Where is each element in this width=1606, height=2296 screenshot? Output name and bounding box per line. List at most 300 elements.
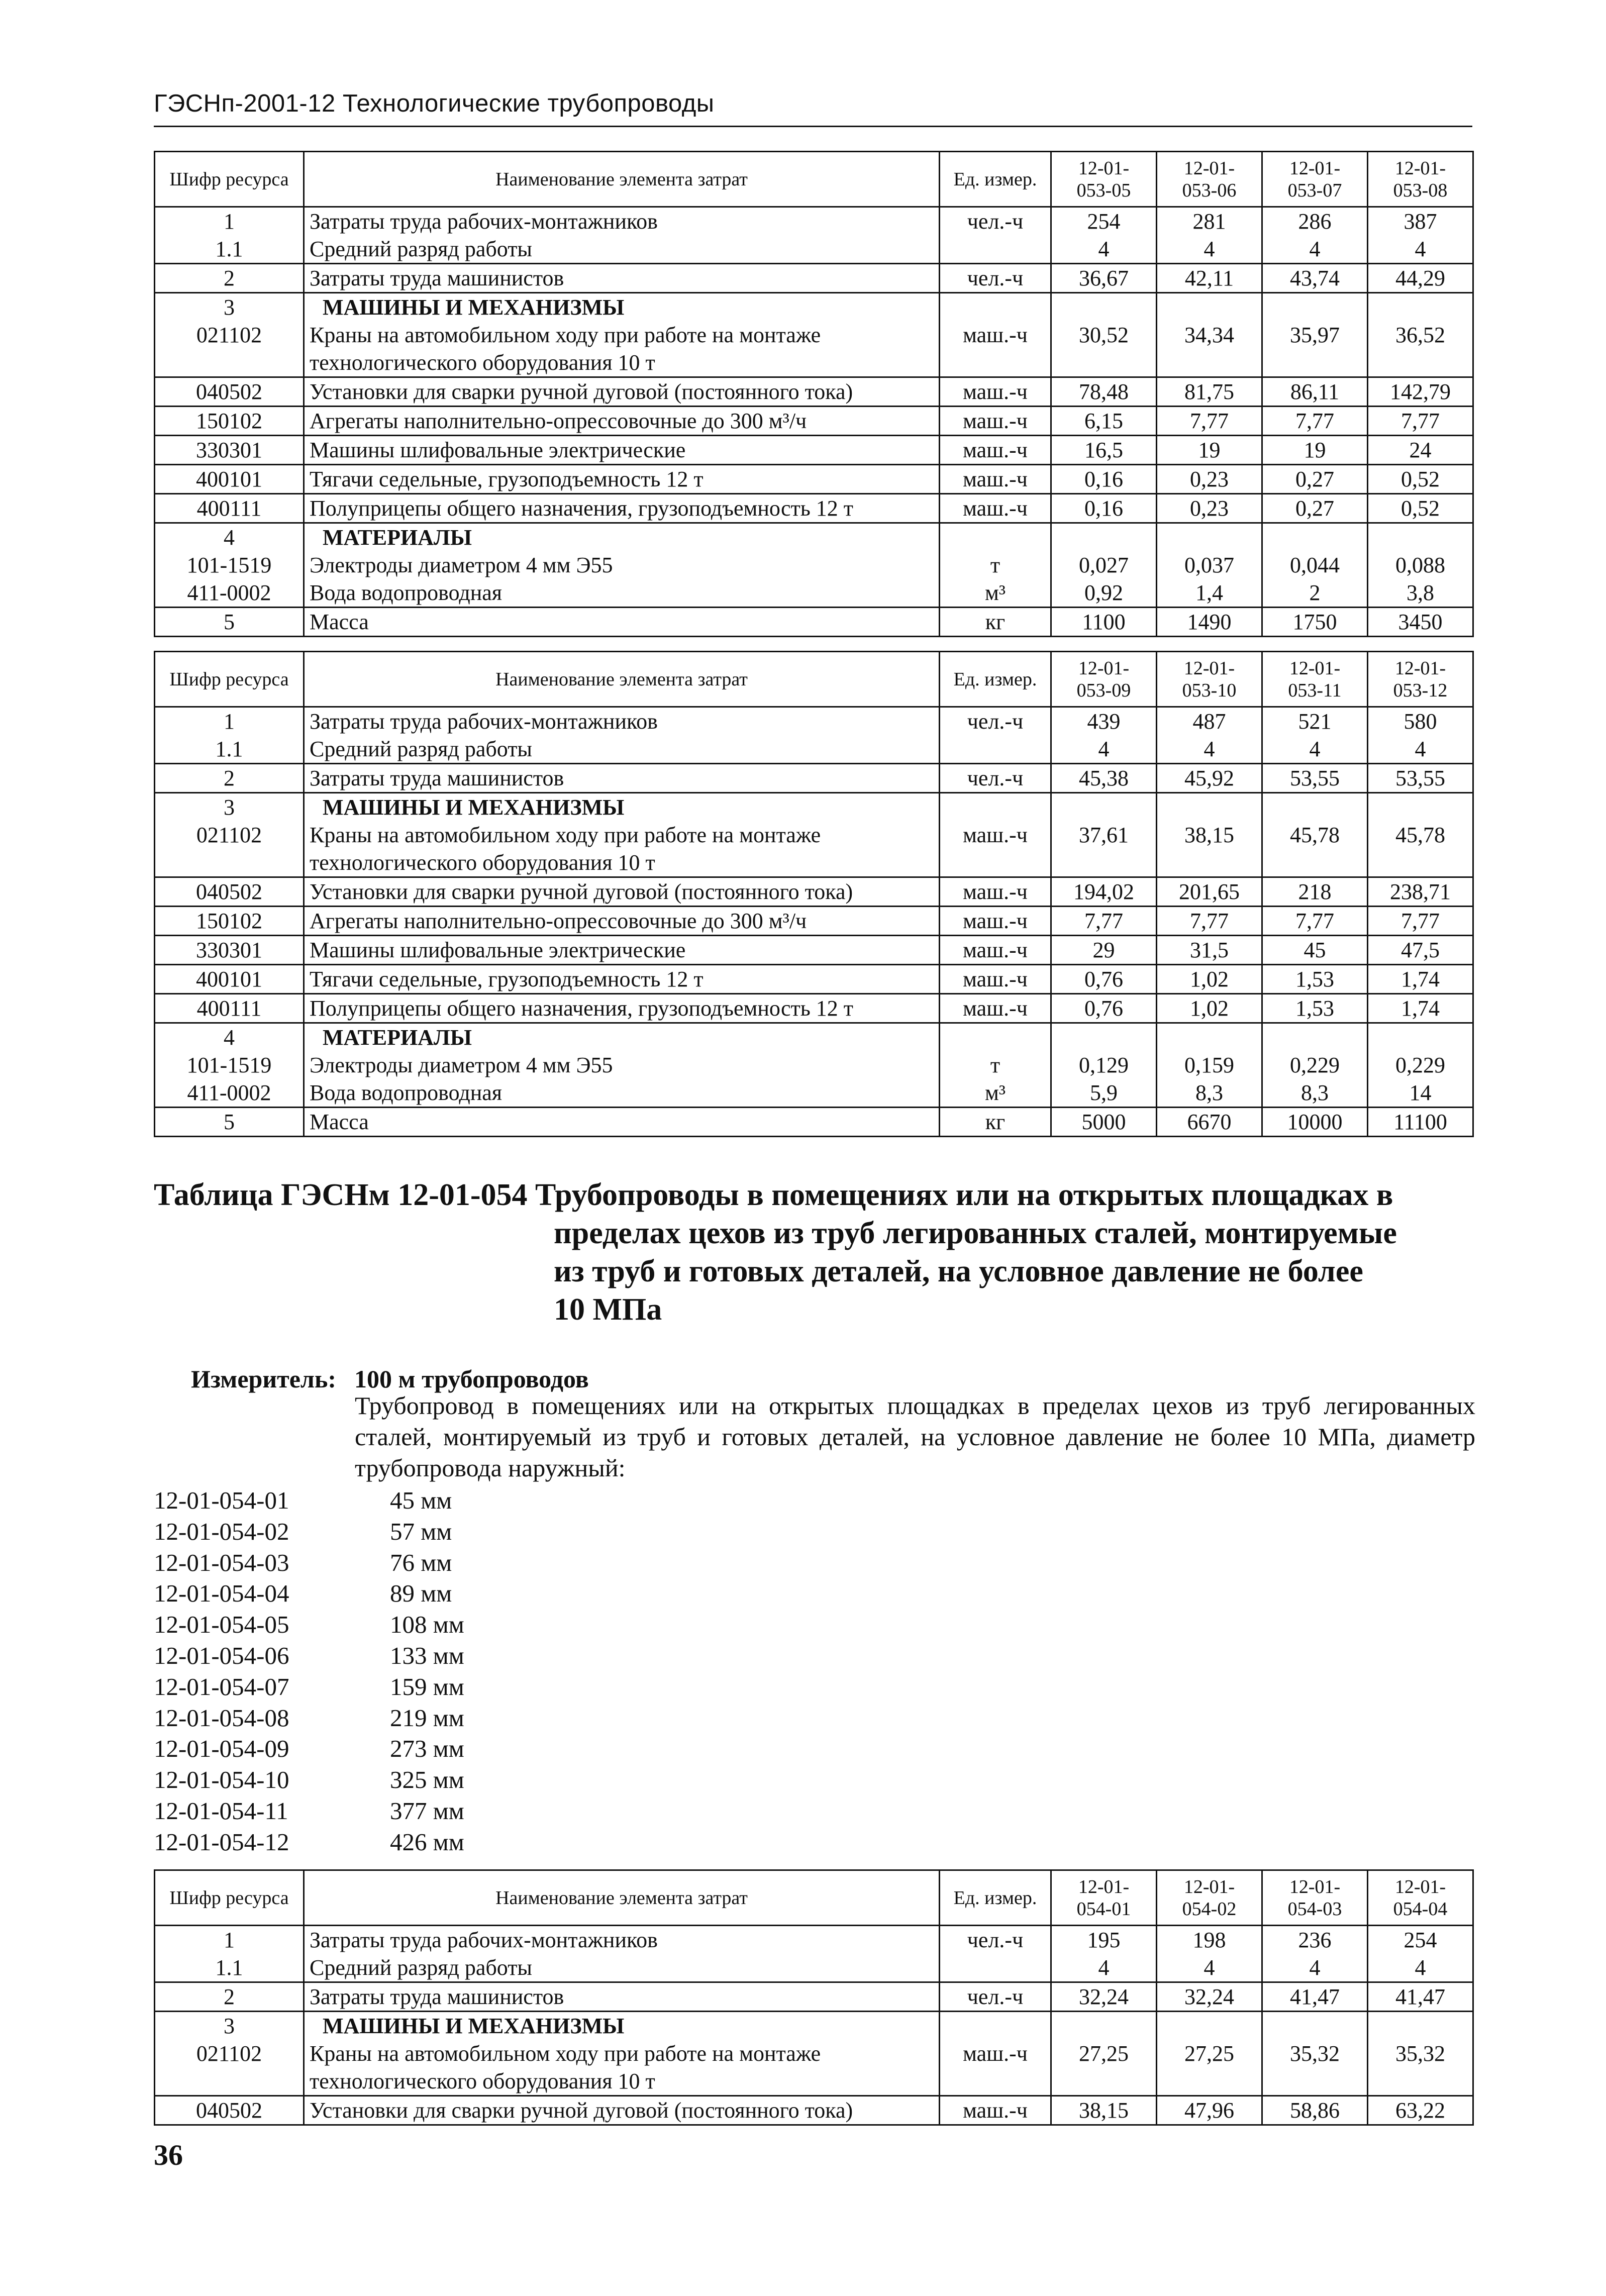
value-cell: 0,92 xyxy=(1051,579,1157,608)
value-cell: 0,16 xyxy=(1051,465,1157,494)
cost-item-name-line: МАШИНЫ И МЕХАНИЗМЫ xyxy=(323,795,625,820)
header-code-part: 054-01 xyxy=(1076,1898,1131,1920)
value-cell xyxy=(1157,523,1262,552)
cost-item-name xyxy=(304,1954,940,1982)
unit-cell: маш.-ч xyxy=(940,465,1051,494)
cost-item-name xyxy=(304,293,940,322)
header-code-part: 12-01- xyxy=(1183,657,1235,679)
value-cell: 5,9 xyxy=(1051,1079,1157,1108)
header-column-code xyxy=(1262,1870,1368,1926)
resource-code: 400101 xyxy=(155,965,304,994)
value-cell: 439 xyxy=(1051,707,1157,736)
value-cell: 27,25 xyxy=(1051,2040,1157,2096)
cost-item-name xyxy=(304,494,940,523)
value-cell: 47,96 xyxy=(1157,2096,1262,2125)
cost-item-name xyxy=(304,1023,940,1052)
resource-code: 1 xyxy=(155,1926,304,1954)
resource-code: 5 xyxy=(155,608,304,637)
value-cell: 7,77 xyxy=(1157,407,1262,436)
cost-item-name-line: Краны на автомобильном ходу при работе на монтаже xyxy=(310,323,821,347)
cost-item-name xyxy=(304,2012,940,2040)
code-list-diameter: 76 мм xyxy=(390,1548,452,1576)
value-cell: 142,79 xyxy=(1368,377,1473,407)
code-list-code: 12-01-054-03 xyxy=(154,1548,289,1576)
value-cell: 7,77 xyxy=(1157,907,1262,936)
cost-item-name-line: МАТЕРИАЛЫ xyxy=(323,1025,472,1050)
cost-item-name xyxy=(304,264,940,293)
value-cell xyxy=(1157,293,1262,322)
value-cell: 45,78 xyxy=(1262,821,1368,877)
cost-item-name-line: Агрегаты наполнительно-опрессовочные до 300 м³/ч xyxy=(310,909,807,933)
resource-code: 5 xyxy=(155,1108,304,1137)
resource-code: 4 xyxy=(155,1023,304,1052)
value-cell: 0,16 xyxy=(1051,494,1157,523)
code-list-item xyxy=(154,1547,464,1578)
section-title-line: 10 МПа xyxy=(554,1292,662,1327)
cost-item-name-line: Агрегаты наполнительно-опрессовочные до 300 м³/ч xyxy=(310,409,807,433)
code-list-item xyxy=(154,1827,464,1858)
resource-code: 3 xyxy=(155,2012,304,2040)
cost-item-name-line: Машины шлифовальные электрические xyxy=(310,938,686,962)
unit-cell xyxy=(940,1954,1051,1982)
value-cell: 0,129 xyxy=(1051,1051,1157,1079)
cost-item-name-line: Средний разряд работы xyxy=(310,737,532,761)
meter-value: 100 м трубопроводов xyxy=(354,1365,589,1393)
value-cell: 35,32 xyxy=(1368,2040,1473,2096)
cost-item-name xyxy=(304,707,940,736)
value-cell xyxy=(1262,293,1368,322)
table-row xyxy=(155,235,1473,264)
unit-cell xyxy=(940,735,1051,764)
header-code-part: 053-06 xyxy=(1182,179,1237,201)
code-list-code: 12-01-054-02 xyxy=(154,1517,289,1545)
value-cell: 0,037 xyxy=(1157,551,1262,579)
unit-cell xyxy=(940,293,1051,322)
value-cell: 0,23 xyxy=(1157,465,1262,494)
value-cell: 1,74 xyxy=(1368,965,1473,994)
resource-code: 1 xyxy=(155,707,304,736)
cost-item-name-line: Краны на автомобильном ходу при работе на монтаже xyxy=(310,2041,821,2066)
unit-cell: маш.-ч xyxy=(940,2096,1051,2125)
header-code-part: 12-01- xyxy=(1078,157,1130,179)
code-list-code: 12-01-054-11 xyxy=(154,1796,288,1825)
unit-cell: маш.-ч xyxy=(940,936,1051,965)
code-list-item xyxy=(154,1609,464,1640)
cost-table-053-05-08 xyxy=(154,151,1474,637)
value-cell xyxy=(1262,523,1368,552)
code-list-diameter: 325 мм xyxy=(390,1766,464,1794)
value-cell: 81,75 xyxy=(1157,377,1262,407)
cost-item-name xyxy=(304,1982,940,2012)
header-column-code xyxy=(1051,152,1157,207)
cost-item-name-line: Установки для сварки ручной дуговой (постоянного тока) xyxy=(310,2098,853,2123)
value-cell: 0,159 xyxy=(1157,1051,1262,1079)
value-cell: 41,47 xyxy=(1368,1982,1473,2012)
cost-item-name-line: Полуприцепы общего назначения, грузоподъемность 12 т xyxy=(310,496,854,521)
value-cell: 11100 xyxy=(1368,1108,1473,1137)
value-cell: 32,24 xyxy=(1051,1982,1157,2012)
code-list-code: 12-01-054-04 xyxy=(154,1579,289,1608)
value-cell: 35,32 xyxy=(1262,2040,1368,2096)
unit-cell: чел.-ч xyxy=(940,207,1051,236)
resource-code: 400111 xyxy=(155,494,304,523)
value-cell: 281 xyxy=(1157,207,1262,236)
value-cell: 44,29 xyxy=(1368,264,1473,293)
cost-table-054-01-04 xyxy=(154,1869,1474,2126)
cost-item-name-line: Установки для сварки ручной дуговой (постоянного тока) xyxy=(310,379,853,404)
header-code-part: 054-03 xyxy=(1287,1898,1342,1920)
resource-code: 411-0002 xyxy=(155,1079,304,1108)
code-list-code: 12-01-054-06 xyxy=(154,1641,289,1669)
cost-item-name-line: Тягачи седельные, грузоподъемность 12 т xyxy=(310,467,704,491)
value-cell: 8,3 xyxy=(1157,1079,1262,1108)
value-cell: 86,11 xyxy=(1262,377,1368,407)
unit-cell: маш.-ч xyxy=(940,821,1051,877)
header-code-part: 054-04 xyxy=(1393,1898,1448,1920)
unit-cell: маш.-ч xyxy=(940,907,1051,936)
section-title-line: пределах цехов из труб легированных сталей, монтируемые xyxy=(554,1216,1397,1250)
resource-code: 400101 xyxy=(155,465,304,494)
value-cell: 0,229 xyxy=(1368,1051,1473,1079)
cost-item-name-line: Установки для сварки ручной дуговой (постоянного тока) xyxy=(310,879,853,904)
value-cell: 53,55 xyxy=(1368,764,1473,793)
code-list xyxy=(154,1485,464,1858)
cost-item-name xyxy=(304,465,940,494)
header-code-part: 12-01- xyxy=(1183,157,1235,179)
resource-code: 040502 xyxy=(155,377,304,407)
resource-code: 1.1 xyxy=(155,1954,304,1982)
cost-item-name-line: Вода водопроводная xyxy=(310,580,503,605)
value-cell: 6670 xyxy=(1157,1108,1262,1137)
value-cell xyxy=(1262,793,1368,822)
code-list-item xyxy=(154,1671,464,1703)
value-cell: 0,027 xyxy=(1051,551,1157,579)
table-header-row xyxy=(155,1870,1473,1926)
value-cell: 238,71 xyxy=(1368,877,1473,907)
unit-cell: маш.-ч xyxy=(940,877,1051,907)
header-code-part: 12-01- xyxy=(1394,657,1446,679)
value-cell: 58,86 xyxy=(1262,2096,1368,2125)
resource-code: 1.1 xyxy=(155,735,304,764)
code-list-item xyxy=(154,1578,464,1609)
resource-code: 021102 xyxy=(155,821,304,877)
table-header-row xyxy=(155,152,1473,207)
table-row xyxy=(155,1954,1473,1982)
value-cell: 387 xyxy=(1368,207,1473,236)
code-list-code: 12-01-054-12 xyxy=(154,1828,289,1856)
code-list-diameter: 426 мм xyxy=(390,1828,464,1856)
unit-cell: т xyxy=(940,551,1051,579)
header-column-code xyxy=(1262,652,1368,707)
table-row xyxy=(155,1982,1473,2012)
code-list-diameter: 45 мм xyxy=(390,1486,452,1514)
table-row xyxy=(155,1108,1473,1137)
unit-cell: чел.-ч xyxy=(940,1926,1051,1954)
cost-item-name-line: Затраты труда рабочих-монтажников xyxy=(310,209,658,234)
unit-cell: чел.-ч xyxy=(940,1982,1051,2012)
resource-code: 150102 xyxy=(155,407,304,436)
table-row xyxy=(155,465,1473,494)
header-code-part: 12-01- xyxy=(1183,1876,1235,1898)
value-cell: 38,15 xyxy=(1157,821,1262,877)
code-list-item xyxy=(154,1485,464,1516)
table-row xyxy=(155,608,1473,637)
cost-item-name-line: Затраты труда рабочих-монтажников xyxy=(310,709,658,734)
value-cell: 1490 xyxy=(1157,608,1262,637)
header-column-code xyxy=(1051,1870,1157,1926)
resource-code: 101-1519 xyxy=(155,1051,304,1079)
value-cell: 0,27 xyxy=(1262,494,1368,523)
cost-item-name-line: Краны на автомобильном ходу при работе на монтаже xyxy=(310,823,821,847)
table-row xyxy=(155,1079,1473,1108)
value-cell xyxy=(1368,2012,1473,2040)
value-cell: 0,76 xyxy=(1051,994,1157,1023)
cost-item-name xyxy=(304,436,940,465)
cost-item-name xyxy=(304,994,940,1023)
unit-cell xyxy=(940,235,1051,264)
value-cell: 4 xyxy=(1051,235,1157,264)
header-code-part: 12-01- xyxy=(1078,657,1130,679)
unit-cell xyxy=(940,523,1051,552)
value-cell: 53,55 xyxy=(1262,764,1368,793)
unit-cell xyxy=(940,793,1051,822)
value-cell: 3450 xyxy=(1368,608,1473,637)
code-list-code: 12-01-054-09 xyxy=(154,1735,289,1763)
header-code-part: 053-05 xyxy=(1076,179,1131,201)
cost-item-name-line: Затраты труда рабочих-монтажников xyxy=(310,1928,658,1952)
value-cell xyxy=(1157,793,1262,822)
value-cell xyxy=(1051,793,1157,822)
unit-cell xyxy=(940,1023,1051,1052)
value-cell xyxy=(1368,793,1473,822)
cost-item-name xyxy=(304,523,940,552)
table-row xyxy=(155,1023,1473,1052)
value-cell: 0,044 xyxy=(1262,551,1368,579)
header-code-part: 053-09 xyxy=(1076,679,1131,701)
cost-item-name xyxy=(304,2040,940,2096)
cost-item-name xyxy=(304,936,940,965)
value-cell: 7,77 xyxy=(1368,907,1473,936)
value-cell: 14 xyxy=(1368,1079,1473,1108)
header-code: Шифр ресурса xyxy=(155,652,304,707)
code-list-code: 12-01-054-05 xyxy=(154,1611,289,1639)
table-row xyxy=(155,321,1473,377)
cost-item-name xyxy=(304,735,940,764)
unit-cell: маш.-ч xyxy=(940,436,1051,465)
header-code: Шифр ресурса xyxy=(155,1870,304,1926)
value-cell: 36,52 xyxy=(1368,321,1473,377)
cost-item-name xyxy=(304,579,940,608)
table-header-row xyxy=(155,652,1473,707)
value-cell xyxy=(1368,523,1473,552)
resource-code: 150102 xyxy=(155,907,304,936)
header-code-part: 054-02 xyxy=(1182,1898,1237,1920)
table-row xyxy=(155,2040,1473,2096)
value-cell: 36,67 xyxy=(1051,264,1157,293)
cost-item-name-line: Масса xyxy=(310,610,369,634)
cost-item-name-line: Электроды диаметром 4 мм Э55 xyxy=(310,553,613,577)
value-cell: 7,77 xyxy=(1262,407,1368,436)
header-code: Шифр ресурса xyxy=(155,152,304,207)
table-row xyxy=(155,436,1473,465)
cost-item-name xyxy=(304,764,940,793)
header-code-part: 053-12 xyxy=(1393,679,1448,701)
header-unit: Ед. измер. xyxy=(940,1870,1051,1926)
code-list-diameter: 57 мм xyxy=(390,1517,452,1545)
value-cell: 43,74 xyxy=(1262,264,1368,293)
table-row xyxy=(155,2012,1473,2040)
table-row xyxy=(155,207,1473,236)
table-row xyxy=(155,494,1473,523)
header-code-part: 053-10 xyxy=(1182,679,1237,701)
code-list-item xyxy=(154,1516,464,1547)
cost-item-name-line: Затраты труда машинистов xyxy=(310,266,564,290)
resource-code: 1.1 xyxy=(155,235,304,264)
value-cell: 7,77 xyxy=(1262,907,1368,936)
cost-item-name-line: Затраты труда машинистов xyxy=(310,766,564,790)
table-row xyxy=(155,264,1473,293)
table-row xyxy=(155,2096,1473,2125)
code-list-code: 12-01-054-01 xyxy=(154,1486,289,1514)
unit-cell: маш.-ч xyxy=(940,994,1051,1023)
unit-cell: чел.-ч xyxy=(940,764,1051,793)
cost-item-name xyxy=(304,1079,940,1108)
resource-code: 400111 xyxy=(155,994,304,1023)
value-cell: 2 xyxy=(1262,579,1368,608)
cost-item-name xyxy=(304,407,940,436)
value-cell: 4 xyxy=(1262,1954,1368,1982)
value-cell: 6,15 xyxy=(1051,407,1157,436)
value-cell: 4 xyxy=(1157,235,1262,264)
value-cell: 4 xyxy=(1368,235,1473,264)
header-column-code xyxy=(1157,152,1262,207)
resource-code: 040502 xyxy=(155,877,304,907)
meter-line xyxy=(191,1364,589,1393)
header-name: Наименование элемента затрат xyxy=(304,152,940,207)
unit-cell: кг xyxy=(940,1108,1051,1137)
code-list-code: 12-01-054-10 xyxy=(154,1766,289,1794)
section-title-line: Таблица ГЭСНм 12-01-054 Трубопроводы в помещениях или на открытых площадках в xyxy=(154,1178,1393,1212)
cost-item-name xyxy=(304,821,940,877)
header-column-code xyxy=(1368,652,1473,707)
table-row xyxy=(155,377,1473,407)
value-cell xyxy=(1262,2012,1368,2040)
value-cell: 8,3 xyxy=(1262,1079,1368,1108)
value-cell: 0,23 xyxy=(1157,494,1262,523)
value-cell: 195 xyxy=(1051,1926,1157,1954)
value-cell: 4 xyxy=(1051,1954,1157,1982)
code-list-code: 12-01-054-08 xyxy=(154,1704,289,1732)
resource-code: 021102 xyxy=(155,321,304,377)
unit-cell: м³ xyxy=(940,1079,1051,1108)
cost-item-name xyxy=(304,551,940,579)
value-cell: 34,34 xyxy=(1157,321,1262,377)
value-cell: 4 xyxy=(1368,1954,1473,1982)
section-title-line: из труб и готовых деталей, на условное давление не более xyxy=(554,1254,1363,1288)
table-row xyxy=(155,764,1473,793)
unit-cell: чел.-ч xyxy=(940,707,1051,736)
unit-cell: маш.-ч xyxy=(940,321,1051,377)
resource-code: 411-0002 xyxy=(155,579,304,608)
cost-table-053-09-12 xyxy=(154,651,1474,1137)
cost-item-name-line: Средний разряд работы xyxy=(310,237,532,261)
code-list-item xyxy=(154,1795,464,1827)
value-cell: 27,25 xyxy=(1157,2040,1262,2096)
table-row xyxy=(155,707,1473,736)
value-cell: 42,11 xyxy=(1157,264,1262,293)
cost-item-name-line: Вода водопроводная xyxy=(310,1080,503,1105)
unit-cell: маш.-ч xyxy=(940,494,1051,523)
value-cell: 1,4 xyxy=(1157,579,1262,608)
value-cell: 10000 xyxy=(1262,1108,1368,1137)
cost-item-name-line: МАШИНЫ И МЕХАНИЗМЫ xyxy=(323,295,625,320)
cost-item-name xyxy=(304,965,940,994)
resource-code: 4 xyxy=(155,523,304,552)
header-code-part: 12-01- xyxy=(1078,1876,1130,1898)
table-row xyxy=(155,965,1473,994)
value-cell xyxy=(1157,2012,1262,2040)
table-row xyxy=(155,907,1473,936)
header-unit: Ед. измер. xyxy=(940,652,1051,707)
unit-cell: т xyxy=(940,1051,1051,1079)
header-column-code xyxy=(1157,652,1262,707)
unit-cell: маш.-ч xyxy=(940,407,1051,436)
code-list-item xyxy=(154,1640,464,1671)
code-list-diameter: 377 мм xyxy=(390,1796,464,1825)
value-cell: 0,52 xyxy=(1368,494,1473,523)
resource-code: 330301 xyxy=(155,436,304,465)
value-cell: 45,78 xyxy=(1368,821,1473,877)
cost-item-name xyxy=(304,377,940,407)
code-list-item xyxy=(154,1764,464,1795)
value-cell: 4 xyxy=(1368,735,1473,764)
section-title xyxy=(154,1176,1480,1329)
cost-item-name-line: МАТЕРИАЛЫ xyxy=(323,525,472,550)
table-row xyxy=(155,1926,1473,1954)
cost-item-name xyxy=(304,1108,940,1137)
code-list-item xyxy=(154,1733,464,1764)
table-row xyxy=(155,407,1473,436)
cost-item-name xyxy=(304,793,940,822)
value-cell: 0,27 xyxy=(1262,465,1368,494)
value-cell: 1100 xyxy=(1051,608,1157,637)
header-code-part: 12-01- xyxy=(1289,157,1341,179)
value-cell: 47,5 xyxy=(1368,936,1473,965)
value-cell: 45,38 xyxy=(1051,764,1157,793)
cost-item-name-line: Средний разряд работы xyxy=(310,1955,532,1980)
header-column-code xyxy=(1051,652,1157,707)
code-list-code: 12-01-054-07 xyxy=(154,1672,289,1701)
value-cell: 38,15 xyxy=(1051,2096,1157,2125)
resource-code: 2 xyxy=(155,264,304,293)
value-cell: 521 xyxy=(1262,707,1368,736)
header-column-code xyxy=(1368,152,1473,207)
resource-code: 1 xyxy=(155,207,304,236)
running-header: ГЭСНп-2001-12 Технологические трубопроводы xyxy=(154,90,715,117)
header-column-code xyxy=(1157,1870,1262,1926)
table-row xyxy=(155,877,1473,907)
header-code-part: 053-07 xyxy=(1287,179,1342,201)
cost-item-name xyxy=(304,907,940,936)
value-cell: 1,74 xyxy=(1368,994,1473,1023)
table-row xyxy=(155,523,1473,552)
header-code-part: 12-01- xyxy=(1289,1876,1341,1898)
code-list-diameter: 273 мм xyxy=(390,1735,464,1763)
resource-code: 040502 xyxy=(155,2096,304,2125)
cost-item-name-line: Машины шлифовальные электрические xyxy=(310,438,686,462)
cost-item-name-line: Электроды диаметром 4 мм Э55 xyxy=(310,1053,613,1077)
meter-label: Измеритель: xyxy=(191,1365,337,1393)
